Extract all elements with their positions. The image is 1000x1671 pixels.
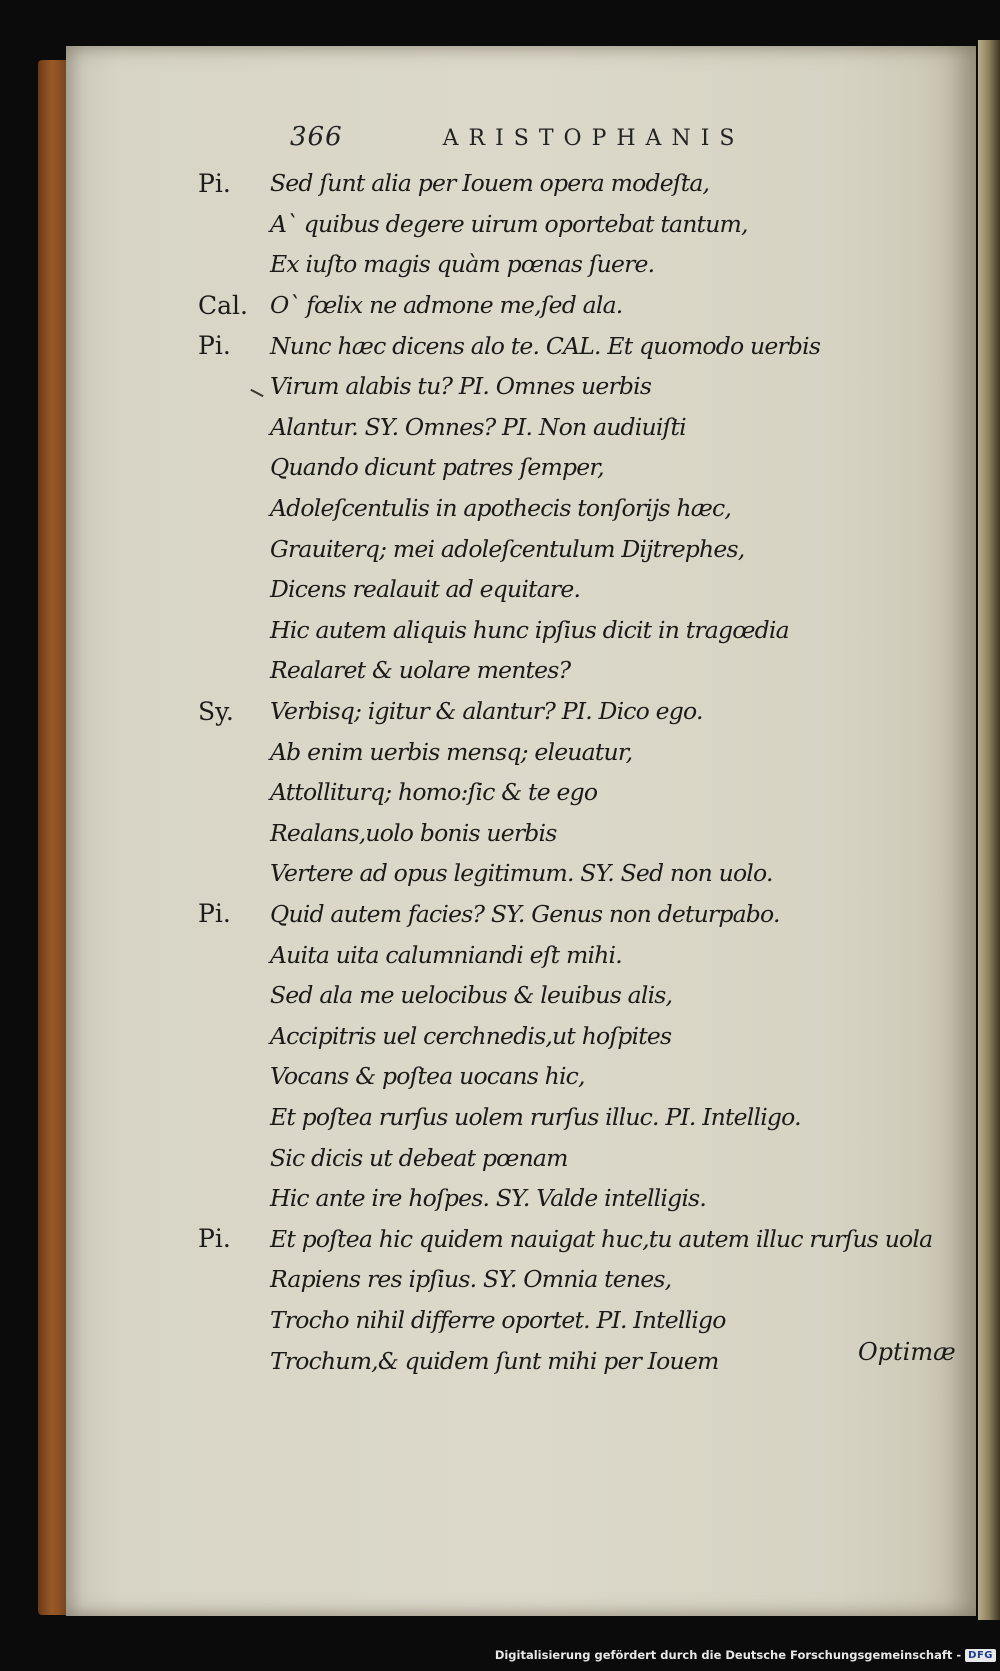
verse-text-line: Vertere ad opus legitimum. SY. Sed non uolo. (270, 859, 773, 888)
verse-text-line: Rapiens res ipſius. SY. Omnia tenes, (270, 1265, 672, 1294)
speaker-label: Sy. (198, 696, 234, 726)
verse-text-line: O` fœlix ne admone me,ſed ala. (270, 291, 623, 320)
verse-text-line: Ab enim uerbis mensq; eleuatur, (270, 737, 633, 766)
verse-line (198, 407, 978, 448)
verse-text-line: Vocans & poſtea uocans hic, (270, 1062, 585, 1091)
verse-text-line: Quid autem facies? SY. Genus non deturpabo. (270, 899, 780, 928)
verse-line (198, 1137, 978, 1178)
verse-text-line: Dicens realauit ad equitare. (270, 575, 581, 604)
funding-credit: Digitalisierung gefördert durch die Deutsche Forschungsgemeinschaft - (494, 1648, 962, 1662)
verse-line (198, 650, 978, 691)
verse-line (198, 934, 978, 975)
verse-text-line: Sic dicis ut debeat pœnam (270, 1143, 568, 1172)
speaker-label: Cal. (198, 290, 248, 320)
verse-text-line: A` quibus degere uirum oportebat tantum, (270, 209, 748, 238)
verse-line (198, 1056, 978, 1097)
verse-line (198, 1218, 978, 1259)
speaker-label: Pi. (198, 331, 231, 361)
verse-text-line: Attolliturq; homo:ſic & te ego (270, 778, 598, 807)
verse-line (198, 1259, 978, 1300)
digitization-footer (495, 1645, 996, 1665)
verse-text-line: Verbisq; igitur & alantur? PI. Dico ego. (270, 697, 703, 726)
verse-line (198, 163, 978, 204)
verse-text-line: Quando dicunt patres ſemper, (270, 453, 604, 482)
verse-line (198, 528, 978, 569)
verse-line (198, 366, 978, 407)
verse-text-line: Sed ala me uelocibus & leuibus alis, (270, 981, 673, 1010)
verse-line (198, 731, 978, 772)
verse-text-line: Nunc hæc dicens alo te. CAL. Et quomodo uerbis (270, 331, 821, 360)
page-number: 366 (290, 122, 343, 152)
verse-line (198, 691, 978, 732)
verse-line (198, 569, 978, 610)
verse-line (198, 1097, 978, 1138)
running-head: ARISTOPHANIS (442, 126, 745, 151)
verse-line (198, 1178, 978, 1219)
verse-line (198, 813, 978, 854)
speaker-label: Pi. (198, 168, 231, 198)
verse-text-line: Et poſtea rurſus uolem rurſus illuc. PI. Intelligo. (270, 1102, 801, 1131)
verse-line (198, 894, 978, 935)
page-header (290, 122, 830, 152)
verse-line (198, 853, 978, 894)
verse-text-line: Sed ſunt alia per Iouem opera modeſta, (270, 169, 710, 198)
verse-text-line: Realans,uolo bonis uerbis (270, 818, 557, 847)
verse-text-line: Hic ante ire hoſpes. SY. Valde intelligis. (270, 1184, 706, 1213)
verse-line (198, 1015, 978, 1056)
verse-text-line: Ex iuſto magis quàm pœnas ſuere. (270, 250, 655, 279)
facing-page-edge (978, 40, 1000, 1620)
verse-text-line: Et poſtea hic quidem nauigat huc,tu autem illuc rurſus uola (270, 1224, 933, 1253)
verse-text-line: Realaret & uolare mentes? (270, 656, 571, 685)
verse-text-line: Grauiterq; mei adoleſcentulum Dijtrephes, (270, 534, 745, 563)
verse-line (198, 488, 978, 529)
verse-text-line: Adoleſcentulis in apothecis tonſorijs hæc, (270, 494, 732, 523)
verse-text-line: Auita uita calumniandi eſt mihi. (270, 940, 622, 969)
catchword: Optimæ (858, 1338, 956, 1366)
verse-line (198, 447, 978, 488)
verse-text (198, 163, 978, 1381)
dfg-logo: DFG (965, 1649, 996, 1662)
verse-text-line: Virum alabis tu? PI. Omnes uerbis (270, 372, 652, 401)
speaker-label: Pi. (198, 1224, 231, 1254)
verse-line (198, 204, 978, 245)
verse-line (198, 285, 978, 326)
verse-line (198, 325, 978, 366)
verse-text-line: Trochum,& quidem ſunt mihi per Iouem (270, 1346, 719, 1375)
verse-text-line: Trocho nihil differre oportet. PI. Intelligo (270, 1305, 726, 1334)
verse-text-line: Alantur. SY. Omnes? PI. Non audiuiſti (270, 412, 686, 441)
speaker-label: Pi. (198, 899, 231, 929)
verse-text-line: Hic autem aliquis hunc ipſius dicit in tragœdia (270, 615, 789, 644)
verse-line (198, 610, 978, 651)
verse-line (198, 772, 978, 813)
verse-text-line: Accipitris uel cerchnedis,ut hoſpites (270, 1021, 672, 1050)
verse-line (198, 1300, 978, 1341)
verse-line (198, 975, 978, 1016)
verse-line (198, 244, 978, 285)
